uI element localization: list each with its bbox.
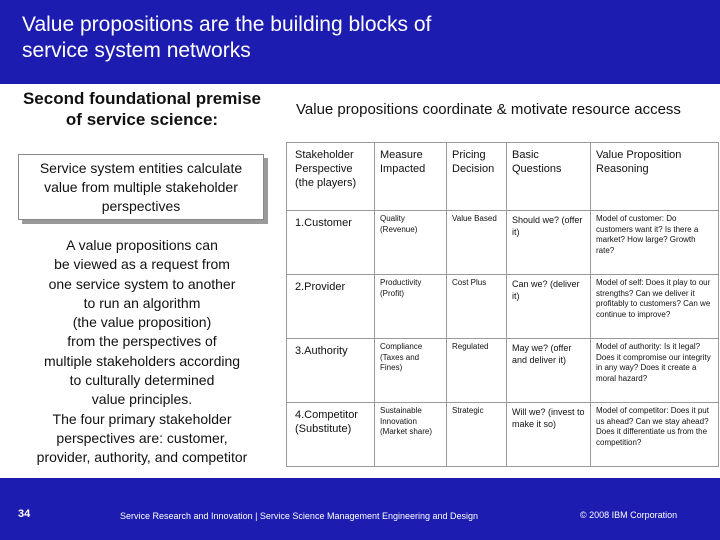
table-cell: Compliance (Taxes and Fines) xyxy=(375,339,447,403)
table-cell: 1.Customer xyxy=(287,211,375,275)
body-line: A value propositions can xyxy=(66,237,218,253)
table-cell: Quality (Revenue) xyxy=(375,211,447,275)
premise-line-2: of service science: xyxy=(65,110,219,129)
table-cell: Value Based xyxy=(447,211,507,275)
table-cell: Model of self: Does it play to our strengths? Can we deliver it profitably to customers? Can we continue to improve? xyxy=(591,275,719,339)
header-cell: Value Proposition Reasoning xyxy=(591,143,719,211)
table-cell: Model of customer: Do customers want it? Is there a market? How large? Growth rate? xyxy=(591,211,719,275)
header-cell: Measure Impacted xyxy=(375,143,447,211)
table-cell: Will we? (invest to make it so) xyxy=(507,403,591,467)
premise-callout-text: Service system entities calculate value from multiple stakeholder perspectives xyxy=(39,159,243,214)
premise-line-1: Second foundational premise xyxy=(22,89,262,108)
table-cell: 2.Provider xyxy=(287,275,375,339)
table-cell: Productivity (Profit) xyxy=(375,275,447,339)
body-line: to run an algorithm xyxy=(83,294,201,311)
slide-title xyxy=(22,12,582,64)
body-line: (the value proposition) xyxy=(72,314,212,331)
table-cell: 4.Competitor (Substitute) xyxy=(287,403,375,467)
header-cell: Basic Questions xyxy=(507,143,591,211)
premise-heading xyxy=(0,88,284,130)
premise-callout-box xyxy=(18,154,264,220)
body-line: perspectives are: customer, xyxy=(56,429,228,446)
table-header-row xyxy=(287,143,719,211)
header-cell: Pricing Decision xyxy=(447,143,507,211)
body-line: one service system to another xyxy=(48,275,236,292)
table-cell: Cost Plus xyxy=(447,275,507,339)
table-cell: Strategic xyxy=(447,403,507,467)
table-heading: Value propositions coordinate & motivate resource access xyxy=(296,101,681,118)
table-row xyxy=(287,211,719,275)
table-cell: May we? (offer and deliver it) xyxy=(507,339,591,403)
slide-title-line-2: service system networks xyxy=(22,39,251,62)
body-line: be viewed as a request from xyxy=(54,256,230,273)
body-text xyxy=(14,236,270,468)
table-cell: Model of competitor: Does it put us ahead? Can we stay ahead? Does it differentiate us from the competition? xyxy=(591,403,719,467)
table-row xyxy=(287,275,719,339)
table-cell: Sustainable Innovation (Market share) xyxy=(375,403,447,467)
body-line: provider, authority, and competitor xyxy=(36,449,248,466)
header-cell: Stakeholder Perspective (the players) xyxy=(287,143,375,211)
body-line: from the perspectives of xyxy=(67,333,217,350)
table-cell: 3.Authority xyxy=(287,339,375,403)
table-row xyxy=(287,403,719,467)
table-cell: Should we? (offer it) xyxy=(507,211,591,275)
table-row xyxy=(287,339,719,403)
body-line: to culturally determined xyxy=(69,372,215,389)
body-line: The four primary stakeholder xyxy=(52,410,232,427)
body-line: multiple stakeholders according xyxy=(43,352,241,369)
page-number: 34 xyxy=(18,508,31,520)
table-cell: Can we? (deliver it) xyxy=(507,275,591,339)
footer-text: Service Research and Innovation | Service Science Management Engineering and Design xyxy=(120,511,479,521)
footer-copyright: © 2008 IBM Corporation xyxy=(580,510,678,520)
slide-title-line-1: Value propositions are the building blocks of xyxy=(22,13,432,36)
table-cell: Regulated xyxy=(447,339,507,403)
table-cell: Model of authority: Is it legal? Does it compromise our integrity in any way? Does it create a moral hazard? xyxy=(591,339,719,403)
body-line: value principles. xyxy=(91,391,193,408)
value-proposition-table xyxy=(286,142,719,467)
